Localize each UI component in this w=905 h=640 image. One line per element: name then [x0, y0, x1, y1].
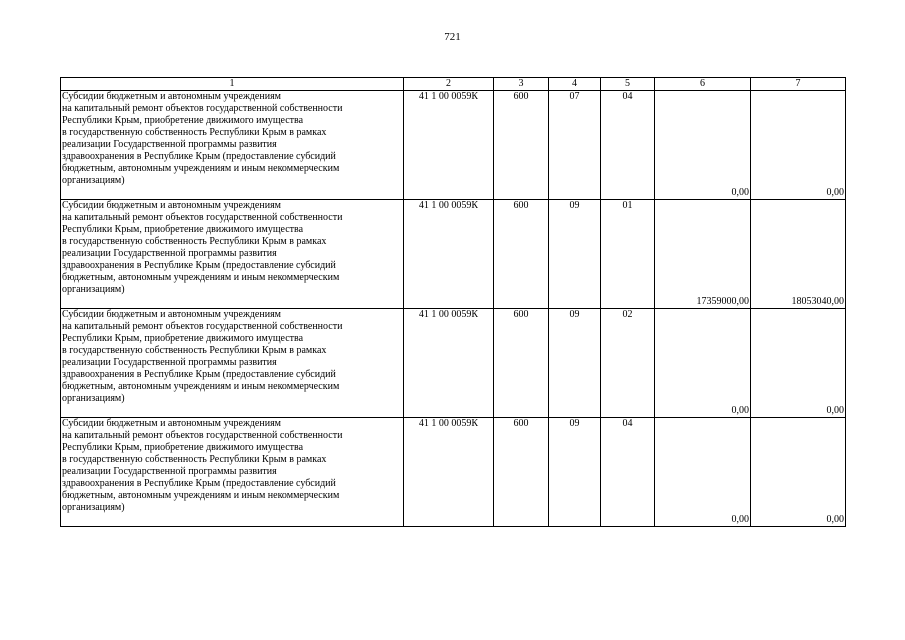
description-line: Субсидии бюджетным и автономным учреждениям — [62, 309, 282, 320]
subsection-cell: 04 — [601, 91, 655, 200]
table-row — [61, 91, 846, 200]
description-line: Республики Крым, приобретение движимого имущества — [62, 115, 304, 126]
header-col-1: 1 — [61, 78, 404, 91]
amount-col-6-cell: 0,00 — [655, 91, 751, 200]
description-line: бюджетным, автономным учреждениям и иным некоммерческим — [62, 490, 340, 501]
description-line: Субсидии бюджетным и автономным учреждениям — [62, 91, 282, 102]
description-line: в государственную собственность Республики Крым в рамках — [62, 236, 327, 247]
description-line: реализации Государственной программы развития — [62, 357, 277, 368]
header-col-4: 4 — [549, 78, 601, 91]
amount-col-6-cell: 17359000,00 — [655, 200, 751, 309]
header-row — [61, 78, 846, 91]
amount-col-7-cell: 18053040,00 — [751, 200, 846, 309]
page-number: 721 — [444, 31, 461, 43]
description-line: бюджетным, автономным учреждениям и иным некоммерческим — [62, 272, 340, 283]
description-line: Республики Крым, приобретение движимого имущества — [62, 442, 304, 453]
header-col-6: 6 — [655, 78, 751, 91]
table-row — [61, 309, 846, 418]
description-line: Республики Крым, приобретение движимого имущества — [62, 333, 304, 344]
description-line: в государственную собственность Республики Крым в рамках — [62, 127, 327, 138]
expense-type-cell: 600 — [494, 91, 549, 200]
description-line: здравоохранения в Республике Крым (предоставление субсидий — [62, 260, 336, 271]
description-line: здравоохранения в Республике Крым (предоставление субсидий — [62, 369, 336, 380]
description-line: бюджетным, автономным учреждениям и иным некоммерческим — [62, 381, 340, 392]
target-code-cell: 41 1 00 0059К — [404, 309, 494, 418]
description-line: организациям) — [62, 393, 125, 404]
description-line: бюджетным, автономным учреждениям и иным некоммерческим — [62, 163, 340, 174]
description-line: реализации Государственной программы развития — [62, 139, 277, 150]
description-line: на капитальный ремонт объектов государственной собственности — [62, 321, 343, 332]
description-line: здравоохранения в Республике Крым (предоставление субсидий — [62, 151, 336, 162]
description-line: на капитальный ремонт объектов государственной собственности — [62, 212, 343, 223]
amount-col-7-cell: 0,00 — [751, 91, 846, 200]
section-cell: 07 — [549, 91, 601, 200]
description-cell — [61, 200, 404, 309]
description-line: Субсидии бюджетным и автономным учреждениям — [62, 200, 282, 211]
header-col-2: 2 — [404, 78, 494, 91]
expense-type-cell: 600 — [494, 418, 549, 527]
expense-type-cell: 600 — [494, 309, 549, 418]
description-line: организациям) — [62, 284, 125, 295]
description-line: здравоохранения в Республике Крым (предоставление субсидий — [62, 478, 336, 489]
amount-col-7-cell: 0,00 — [751, 309, 846, 418]
description-line: в государственную собственность Республики Крым в рамках — [62, 345, 327, 356]
subsection-cell: 01 — [601, 200, 655, 309]
description-line: Республики Крым, приобретение движимого имущества — [62, 224, 304, 235]
description-cell — [61, 418, 404, 527]
target-code-cell: 41 1 00 0059К — [404, 200, 494, 309]
header-col-3: 3 — [494, 78, 549, 91]
expense-type-cell: 600 — [494, 200, 549, 309]
budget-table — [60, 77, 846, 527]
amount-col-6-cell: 0,00 — [655, 309, 751, 418]
amount-col-6-cell: 0,00 — [655, 418, 751, 527]
section-cell: 09 — [549, 200, 601, 309]
description-line: реализации Государственной программы развития — [62, 248, 277, 259]
subsection-cell: 04 — [601, 418, 655, 527]
section-cell: 09 — [549, 418, 601, 527]
description-line: организациям) — [62, 175, 125, 186]
header-col-7: 7 — [751, 78, 846, 91]
table-row — [61, 418, 846, 527]
target-code-cell: 41 1 00 0059К — [404, 91, 494, 200]
description-line: Субсидии бюджетным и автономным учреждениям — [62, 418, 282, 429]
target-code-cell: 41 1 00 0059К — [404, 418, 494, 527]
description-cell — [61, 309, 404, 418]
amount-col-7-cell: 0,00 — [751, 418, 846, 527]
description-cell — [61, 91, 404, 200]
subsection-cell: 02 — [601, 309, 655, 418]
section-cell: 09 — [549, 309, 601, 418]
description-line: реализации Государственной программы развития — [62, 466, 277, 477]
description-line: на капитальный ремонт объектов государственной собственности — [62, 103, 343, 114]
description-line: в государственную собственность Республики Крым в рамках — [62, 454, 327, 465]
header-col-5: 5 — [601, 78, 655, 91]
table-row — [61, 200, 846, 309]
description-line: на капитальный ремонт объектов государственной собственности — [62, 430, 343, 441]
description-line: организациям) — [62, 502, 125, 513]
